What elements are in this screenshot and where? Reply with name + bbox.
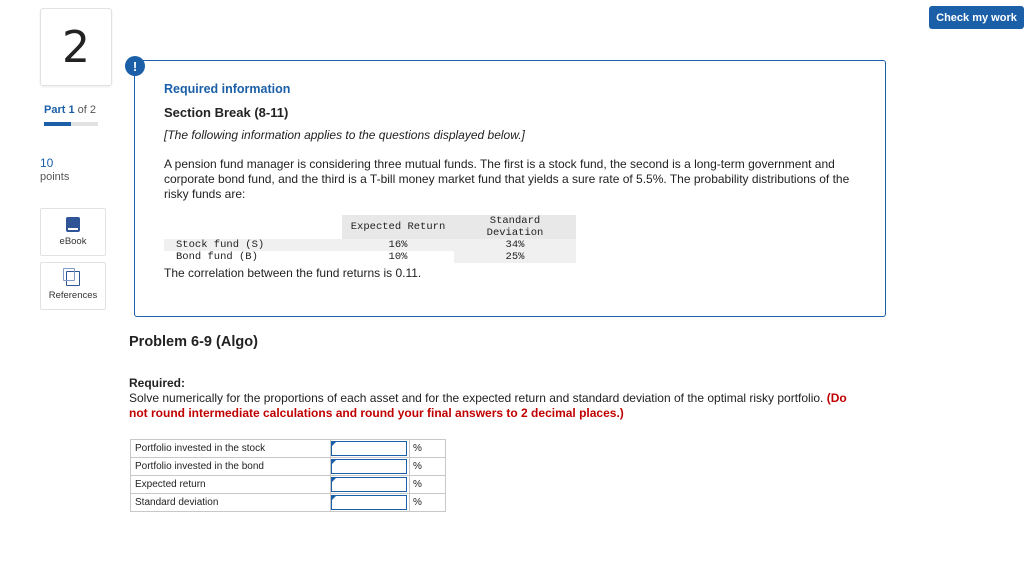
fund-name: Bond fund (B) [176,251,258,263]
answer-cell [331,476,410,494]
input-marker-icon [332,495,337,500]
answer-label: Expected return [131,476,331,494]
answer-table [130,439,446,512]
part-label: Part 1 [44,104,75,116]
problem-instruction [129,391,849,421]
header-expected-return: Expected Return [342,215,454,239]
answer-row [131,476,446,494]
fund-std-dev: 34% [505,239,525,251]
ebook-icon [66,217,80,232]
answer-cell [331,494,410,512]
std-dev-input[interactable] [331,495,407,510]
points-value: 10 [40,156,54,170]
answer-row [131,494,446,512]
answer-unit: % [410,440,446,458]
answer-unit: % [410,494,446,512]
part-progress-fill [44,122,71,126]
answer-unit: % [410,476,446,494]
stock-proportion-input[interactable] [331,441,407,456]
answer-cell [331,458,410,476]
fund-expected-return: 16% [388,239,408,251]
part-of-total: of 2 [77,104,97,116]
references-icon [66,271,80,286]
points-block [40,156,69,184]
input-marker-icon [332,477,337,482]
answer-label: Standard deviation [131,494,331,512]
answer-row [131,440,446,458]
fund-row-stock [164,239,576,251]
input-marker-icon [332,459,337,464]
problem-title: Problem 6-9 (Algo) [129,334,258,350]
references-button[interactable] [40,262,106,310]
references-label: References [48,290,98,301]
points-label: points [40,171,70,183]
check-my-work-button[interactable]: Check my work [929,6,1024,29]
ebook-label: eBook [59,236,87,247]
question-number: 2 [40,8,112,86]
info-note: [The following information applies to the questions displayed below.] [164,128,525,142]
instruction-text: Solve numerically for the proportions of each asset and for the expected return and standard deviation of the optimal risky portfolio. [129,391,824,405]
answer-cell [331,440,410,458]
instruction-rounding-note: (Do not round intermediate calculations and round your final answers to 2 decimal places.) [129,391,847,420]
answer-label: Portfolio invested in the bond [131,458,331,476]
required-label: Required: [129,376,186,390]
fund-distribution-table [164,215,576,263]
section-break: Section Break (8-11) [164,105,289,120]
header-std-dev: Standard Deviation [454,215,576,239]
answer-row [131,458,446,476]
part-progress-bar [44,122,98,126]
alert-icon: ! [125,56,145,76]
part-indicator [44,104,96,116]
bond-proportion-input[interactable] [331,459,407,474]
answer-unit: % [410,458,446,476]
info-heading: Required information [164,82,291,96]
correlation-text: The correlation between the fund returns is 0.11. [164,266,422,280]
fund-row-bond [164,251,576,263]
fund-std-dev: 25% [454,251,576,263]
ebook-button[interactable] [40,208,106,256]
fund-table-header [164,215,576,239]
fund-expected-return: 10% [388,251,408,263]
info-paragraph: A pension fund manager is considering three mutual funds. The first is a stock fund, the second is a long-term government and corporate bond fund, and the third is a T-bill money market fund that yields a sure rate of 5.5%. The probability distributions of the risky funds are: [164,157,850,201]
input-marker-icon [332,441,337,446]
fund-header-empty [164,215,342,239]
fund-name: Stock fund (S) [176,239,265,251]
answer-label: Portfolio invested in the stock [131,440,331,458]
expected-return-input[interactable] [331,477,407,492]
